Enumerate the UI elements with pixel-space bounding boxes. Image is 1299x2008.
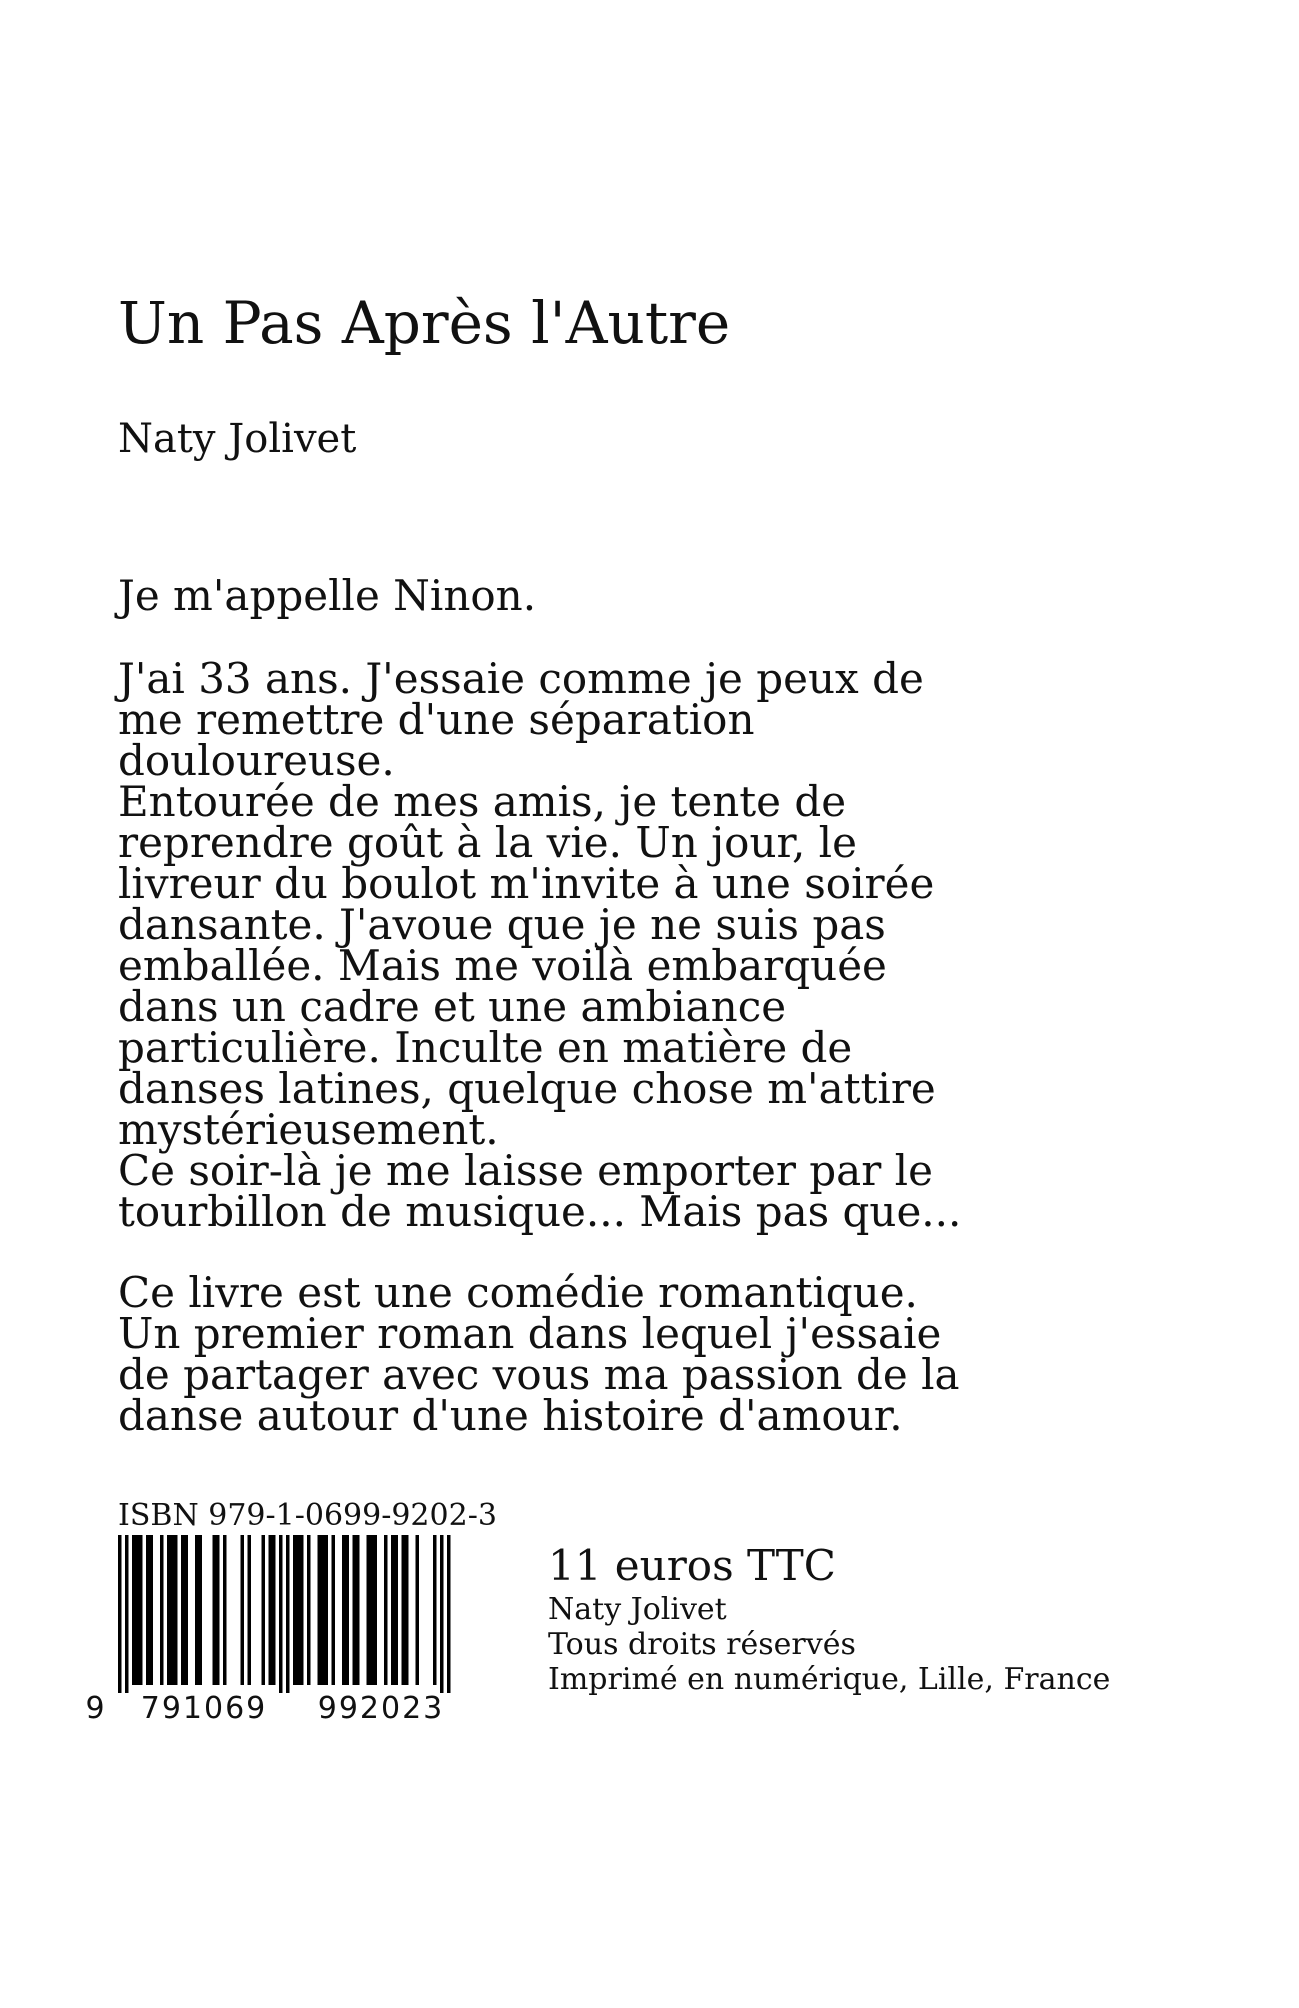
barcode-bar	[433, 1535, 437, 1685]
blurb-line: de partager avec vous ma passion de la	[118, 1350, 960, 1399]
blurb-line: douloureuse.	[118, 736, 395, 785]
imprint-rights: Tous droits réservés	[548, 1627, 856, 1662]
barcode-first-digit: 9	[80, 1693, 110, 1725]
barcode-right-digits: 992023	[292, 1693, 470, 1725]
barcode-bar	[139, 1535, 143, 1685]
barcode-bar	[167, 1535, 171, 1685]
barcode-bar	[367, 1535, 371, 1685]
blurb-line: danse autour d'une histoire d'amour.	[118, 1391, 903, 1440]
barcode-bar	[160, 1535, 164, 1685]
barcode-bar	[374, 1535, 378, 1685]
barcode-bar	[248, 1535, 252, 1685]
barcode-bar	[213, 1535, 217, 1685]
barcode-bar	[136, 1535, 140, 1685]
barcode-bar	[402, 1535, 406, 1685]
blurb-line: livreur du boulot m'invite à une soirée	[118, 859, 935, 908]
barcode-bar	[171, 1535, 175, 1685]
blurb-line: Ce livre est une comédie romantique.	[118, 1268, 918, 1317]
barcode-bar	[416, 1535, 420, 1685]
barcode-bar	[195, 1535, 199, 1685]
barcode-guard-bar	[440, 1535, 444, 1715]
barcode-bar	[346, 1535, 350, 1685]
blurb-paragraph-2	[118, 1268, 1218, 1440]
blurb-line: Ce soir-là je me laisse emporter par le	[118, 1146, 933, 1195]
barcode-bar	[272, 1535, 276, 1685]
blurb-line: J'ai 33 ans. J'essaie comme je peux de	[118, 654, 924, 703]
barcode-bar	[150, 1535, 154, 1685]
imprint-printing: Imprimé en numérique, Lille, France	[548, 1662, 1111, 1697]
barcode-guard-bar	[118, 1535, 122, 1715]
barcode-bar	[356, 1535, 360, 1685]
barcode-bar	[370, 1535, 374, 1685]
blurb-line: emballée. Mais me voilà embarquée	[118, 941, 887, 990]
blurb-line: dansante. J'avoue que je ne suis pas	[118, 900, 886, 949]
price: 11 euros TTC	[548, 1541, 836, 1590]
blurb-line: Entourée de mes amis, je tente de	[118, 777, 847, 826]
barcode-bar	[181, 1535, 185, 1685]
barcode-bar	[185, 1535, 189, 1685]
book-title: Un Pas Après l'Autre	[118, 289, 731, 357]
imprint-block	[548, 1540, 1110, 1697]
blurb-line: dans un cadre et une ambiance	[118, 982, 787, 1031]
blurb-line: mystérieusement.	[118, 1105, 499, 1154]
back-cover-blurb	[118, 571, 1218, 1440]
barcode-bar	[174, 1535, 178, 1685]
barcode-bar	[353, 1535, 357, 1685]
barcode-bar	[146, 1535, 150, 1685]
barcode-guard-bar	[279, 1535, 283, 1715]
barcode-bar	[297, 1535, 301, 1685]
barcode-bar	[405, 1535, 409, 1685]
barcode-bar	[199, 1535, 203, 1685]
imprint-author: Naty Jolivet	[548, 1592, 727, 1627]
barcode-left-digits: 791069	[118, 1693, 290, 1725]
blurb-line: tourbillon de musique... Mais pas que...	[118, 1187, 962, 1236]
blurb-intro: Je m'appelle Ninon.	[118, 571, 537, 620]
barcode-guard-bar	[447, 1535, 451, 1715]
blurb-line: reprendre goût à la vie. Un jour, le	[118, 818, 857, 867]
barcode-bar	[325, 1535, 329, 1685]
barcode-guard-bar	[125, 1535, 129, 1715]
barcode-bar	[216, 1535, 220, 1685]
barcode-bar	[332, 1535, 336, 1685]
barcode-bar	[384, 1535, 388, 1685]
barcode-bar	[223, 1535, 227, 1685]
barcode-bar	[300, 1535, 304, 1685]
barcode-bar	[391, 1535, 395, 1685]
blurb-paragraph-1	[118, 654, 1218, 1236]
blurb-line: Un premier roman dans lequel j'essaie	[118, 1309, 942, 1358]
barcode-bar	[132, 1535, 136, 1685]
book-author: Naty Jolivet	[118, 416, 357, 462]
isbn-label: ISBN 979-1-0699-9202-3	[118, 1498, 497, 1533]
barcode-bar	[318, 1535, 322, 1685]
barcode	[80, 1535, 480, 1725]
barcode-bar	[293, 1535, 297, 1685]
barcode-bar	[321, 1535, 325, 1685]
barcode-bar	[262, 1535, 266, 1685]
blurb-line: danses latines, quelque chose m'attire	[118, 1064, 936, 1113]
barcode-bar	[269, 1535, 273, 1685]
blurb-line: me remettre d'une séparation	[118, 695, 755, 744]
blurb-line: particulière. Inculte en matière de	[118, 1023, 853, 1072]
barcode-guard-bar	[286, 1535, 290, 1715]
barcode-bar	[241, 1535, 245, 1685]
barcode-bar	[395, 1535, 399, 1685]
barcode-bar	[342, 1535, 346, 1685]
barcode-bar	[307, 1535, 311, 1685]
